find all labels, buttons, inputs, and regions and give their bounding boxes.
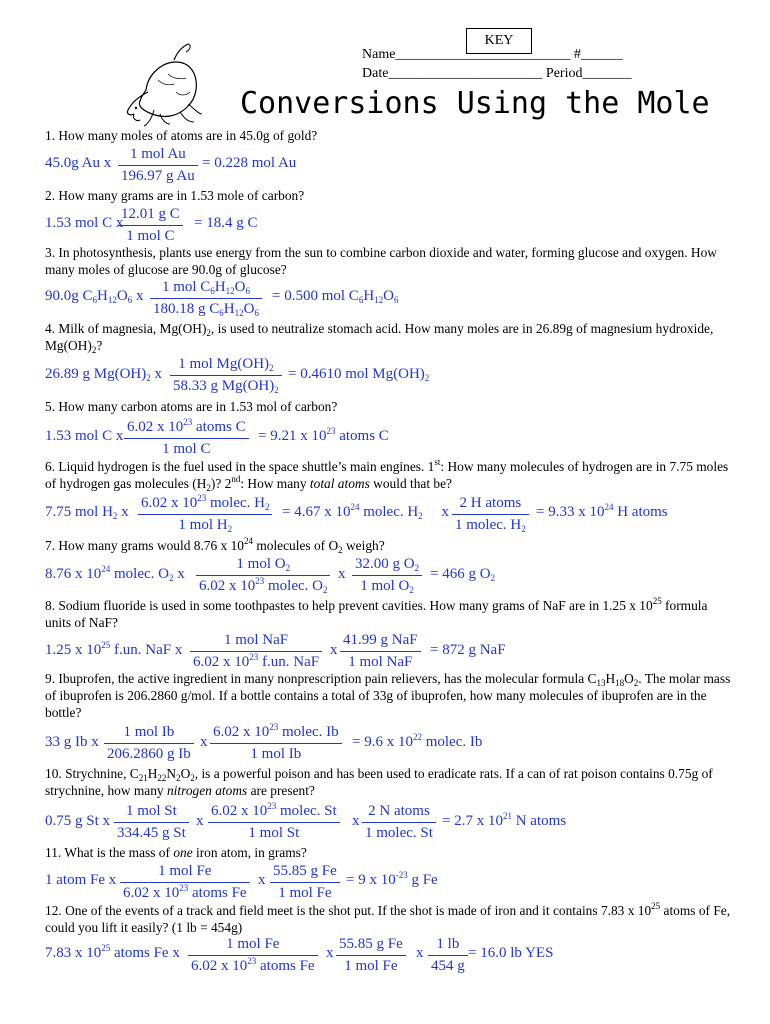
q8-numerator-2: 41.99 g NaF: [340, 631, 421, 652]
q1-numerator: 1 mol Au: [118, 145, 198, 166]
q2-denominator: 1 mol C: [126, 228, 175, 244]
q12-numerator-3: 1 lb: [428, 935, 468, 956]
q6-denominator-1: 1 mol $H_2$: [178, 517, 233, 534]
q7-fraction-1: [196, 555, 330, 596]
q9-x: x: [200, 734, 208, 750]
q2-numerator: 12.01 g C: [118, 205, 183, 226]
q10-x1: x: [196, 813, 204, 829]
q12-fraction-2: [336, 935, 406, 976]
date-line: Date______________________ Period_______: [362, 66, 632, 81]
q10-start: 0.75 g St x: [45, 813, 111, 829]
q7-x: x: [338, 566, 346, 582]
q12-denominator-1: 6.02 x $10^{23}$ atoms Fe: [191, 956, 315, 974]
q3-numerator: 1 mol $C_6H_{12}O_6$: [150, 278, 262, 299]
q7-fraction-2: [352, 555, 422, 596]
question-7: 7. How many grams would 8.76 x $10^{24}$ molecules of $O_2$ weigh?: [45, 536, 385, 555]
q11-fraction-2: [270, 862, 340, 903]
q3-fraction: [150, 278, 262, 319]
question-12: 12. One of the events of a track and field meet is the shot put. If the shot is made of iron and it contains 7.83 x $10^{25}$ atoms of Fe, could you lift it easily? (1 lb = 454g): [45, 901, 731, 935]
q10-fraction-1: [114, 802, 189, 843]
q7-result: = 466 g $O_2$: [430, 566, 496, 583]
q8-x: x: [330, 642, 338, 658]
question-6: 6. Liquid hydrogen is the fuel used in the space shuttle’s main engines. 1st: How many molecules of hydrogen are in 7.75 moles of hydrogen gas molecules $(H_2)$? 2nd: How many total atoms would that be?: [45, 457, 729, 493]
q7-denominator-1: 6.02 x $10^{23}$ molec. $O_2$: [199, 576, 328, 595]
q12-numerator-1: 1 mol Fe: [188, 935, 318, 956]
question-4: 4. Milk of magnesia, $Mg(OH)_2$, is used to neutralize stomach acid. How many moles are in 26.89g of magnesium hydroxide, $Mg(OH)_2$?: [45, 321, 714, 355]
q8-result: = 872 g NaF: [430, 642, 506, 658]
q8-fraction-2: [340, 631, 421, 672]
q1-denominator: 196.97 g Au: [121, 168, 195, 184]
q9-denominator-2: 1 mol Ib: [250, 746, 302, 762]
q12-result: = 16.0 lb YES: [468, 945, 554, 961]
q11-x: x: [258, 872, 266, 888]
q12-x1: x: [326, 945, 334, 961]
q9-result: = 9.6 x $10^{22}$ molec. Ib: [352, 732, 483, 750]
q12-fraction-3: [428, 935, 468, 976]
q9-numerator-2: 6.02 x $10^{23}$ molec. Ib: [210, 723, 342, 744]
q4-numerator: 1 mol $Mg(OH)_2$: [170, 355, 282, 376]
q8-numerator-1: 1 mol NaF: [190, 631, 322, 652]
q12-denominator-2: 1 mol Fe: [344, 958, 398, 974]
q10-fraction-3: [362, 802, 436, 843]
q7-numerator-1: 1 mol $O_2$: [196, 555, 330, 576]
question-10: 10. Strychnine, $C_{21}H_{22}N_2O_2$, is a powerful poison and has been used to eradicate rats. If a can of rat poison contains 0.75g of strychnine, how many nitrogen atoms are present?: [45, 766, 713, 798]
q5-denominator: 1 mol C: [162, 441, 211, 457]
q11-start: 1 atom Fe x: [45, 872, 117, 888]
question-8: 8. Sodium fluoride is used in some toothpastes to help prevent cavities. How many grams of NaF are in 1.25 x $10^{25}$ formula units of NaF?: [45, 596, 708, 630]
q1-result: = 0.228 mol Au: [202, 155, 297, 171]
q11-result: = 9 x $10^{-23}$ g Fe: [346, 870, 438, 888]
q1-start: 45.0g Au x: [45, 155, 112, 171]
q9-start: 33 g Ib x: [45, 734, 99, 750]
q2-fraction: [118, 205, 183, 246]
q7-start: 8.76 x $10^{24}$ molec. $O_2$ x: [45, 564, 185, 583]
q5-start: 1.53 mol C x: [45, 428, 124, 444]
question-5: 5. How many carbon atoms are in 1.53 mol of carbon?: [45, 399, 338, 414]
q6-result: = 9.33 x $10^{24}$ H atoms: [536, 502, 668, 520]
mole-icon: [118, 40, 228, 128]
q4-result: = 0.4610 mol $Mg(OH)_2$: [288, 366, 430, 383]
q7-numerator-2: 32.00 g $O_2$: [352, 555, 422, 576]
q5-fraction: [124, 418, 249, 459]
q3-start: 90.0g $C_6H_{12}O_6$ x: [45, 288, 144, 305]
q9-fraction-1: [104, 723, 194, 764]
q11-fraction-1: [120, 862, 250, 903]
q6-denominator-2: 1 molec. $H_2$: [455, 517, 526, 534]
q12-fraction-1: [188, 935, 318, 976]
q11-numerator-1: 1 mol Fe: [120, 862, 250, 883]
q11-denominator-1: 6.02 x $10^{23}$ atoms Fe: [123, 883, 247, 901]
q8-fraction-1: [190, 631, 322, 672]
q2-result: = 18.4 g C: [194, 215, 258, 231]
q3-denominator: 180.18 g $C_6H_{12}O_6$: [153, 301, 259, 318]
q11-denominator-2: 1 mol Fe: [278, 885, 332, 901]
q2-start: 1.53 mol C x: [45, 215, 124, 231]
q10-numerator-1: 1 mol St: [114, 802, 189, 823]
q10-result: = 2.7 x $10^{21}$ N atoms: [442, 811, 567, 829]
q6-start: 7.75 mol $H_2$ x: [45, 504, 129, 521]
q12-x2: x: [416, 945, 424, 961]
q4-denominator: 58.33 g $Mg(OH)_2$: [173, 378, 279, 395]
q9-numerator-1: 1 mol Ib: [104, 723, 194, 744]
q8-denominator-2: 1 mol NaF: [348, 654, 413, 670]
q6-mid: = 4.67 x $10^{24}$ molec. $H_2$ x: [282, 502, 449, 521]
q10-x2: x: [352, 813, 360, 829]
q9-fraction-2: [210, 723, 342, 764]
name-line: Name_________________________ #______: [362, 47, 623, 62]
question-3: 3. In photosynthesis, plants use energy from the sun to combine carbon dioxide and water, forming glucose and oxygen. How many moles of glucose are 90.0g of glucose?: [45, 245, 717, 277]
q12-start: 7.83 x $10^{25}$ atoms Fe x: [45, 943, 180, 961]
page-title: Conversions Using the Mole: [240, 86, 710, 121]
q7-denominator-2: 1 mol $O_2$: [360, 578, 414, 595]
key-label: KEY: [466, 28, 532, 54]
q8-denominator-1: 6.02 x $10^{23}$ f.un. NaF: [193, 652, 320, 670]
q10-numerator-2: 6.02 x $10^{23}$ molec. St: [208, 802, 340, 823]
q9-denominator-1: 206.2860 g Ib: [107, 746, 191, 762]
question-11: 11. What is the mass of one iron atom, in grams?: [45, 845, 307, 860]
question-2: 2. How many grams are in 1.53 mole of carbon?: [45, 188, 305, 203]
q6-fraction-1: [138, 494, 272, 535]
q4-fraction: [170, 355, 282, 396]
q10-denominator-1: 334.45 g St: [117, 825, 186, 841]
question-9: 9. Ibuprofen, the active ingredient in many nonprescription pain relievers, has the molecular formula $C_{13}H_{18}O_2$. The molar mass of ibuprofen is 206.2860 g/mol. If a bottle contains a total of 33g of ibuprofen, how many molecules of ibuprofen are in the bottle?: [45, 671, 731, 720]
q5-result: = 9.21 x $10^{23}$ atoms C: [258, 426, 389, 444]
q10-denominator-2: 1 mol St: [248, 825, 300, 841]
q10-denominator-3: 1 molec. St: [365, 825, 433, 841]
q6-numerator-1: 6.02 x $10^{23}$ molec. $H_2$: [138, 494, 272, 515]
q5-numerator: 6.02 x $10^{23}$ atoms C: [124, 418, 249, 439]
q12-denominator-3: 454 g: [431, 958, 465, 974]
q8-start: 1.25 x $10^{25}$ f.un. NaF x: [45, 640, 183, 658]
q6-fraction-2: [452, 494, 529, 535]
q4-start: 26.89 g $Mg(OH)_2$ x: [45, 366, 162, 383]
q10-numerator-3: 2 N atoms: [362, 802, 436, 823]
q12-numerator-2: 55.85 g Fe: [336, 935, 406, 956]
q10-fraction-2: [208, 802, 340, 843]
q1-fraction: [118, 145, 198, 186]
question-1: 1. How many moles of atoms are in 45.0g of gold?: [45, 128, 318, 143]
q3-result: = 0.500 mol $C_6H_{12}O_6$: [272, 288, 399, 305]
q11-numerator-2: 55.85 g Fe: [270, 862, 340, 883]
q6-numerator-2: 2 H atoms: [452, 494, 529, 515]
